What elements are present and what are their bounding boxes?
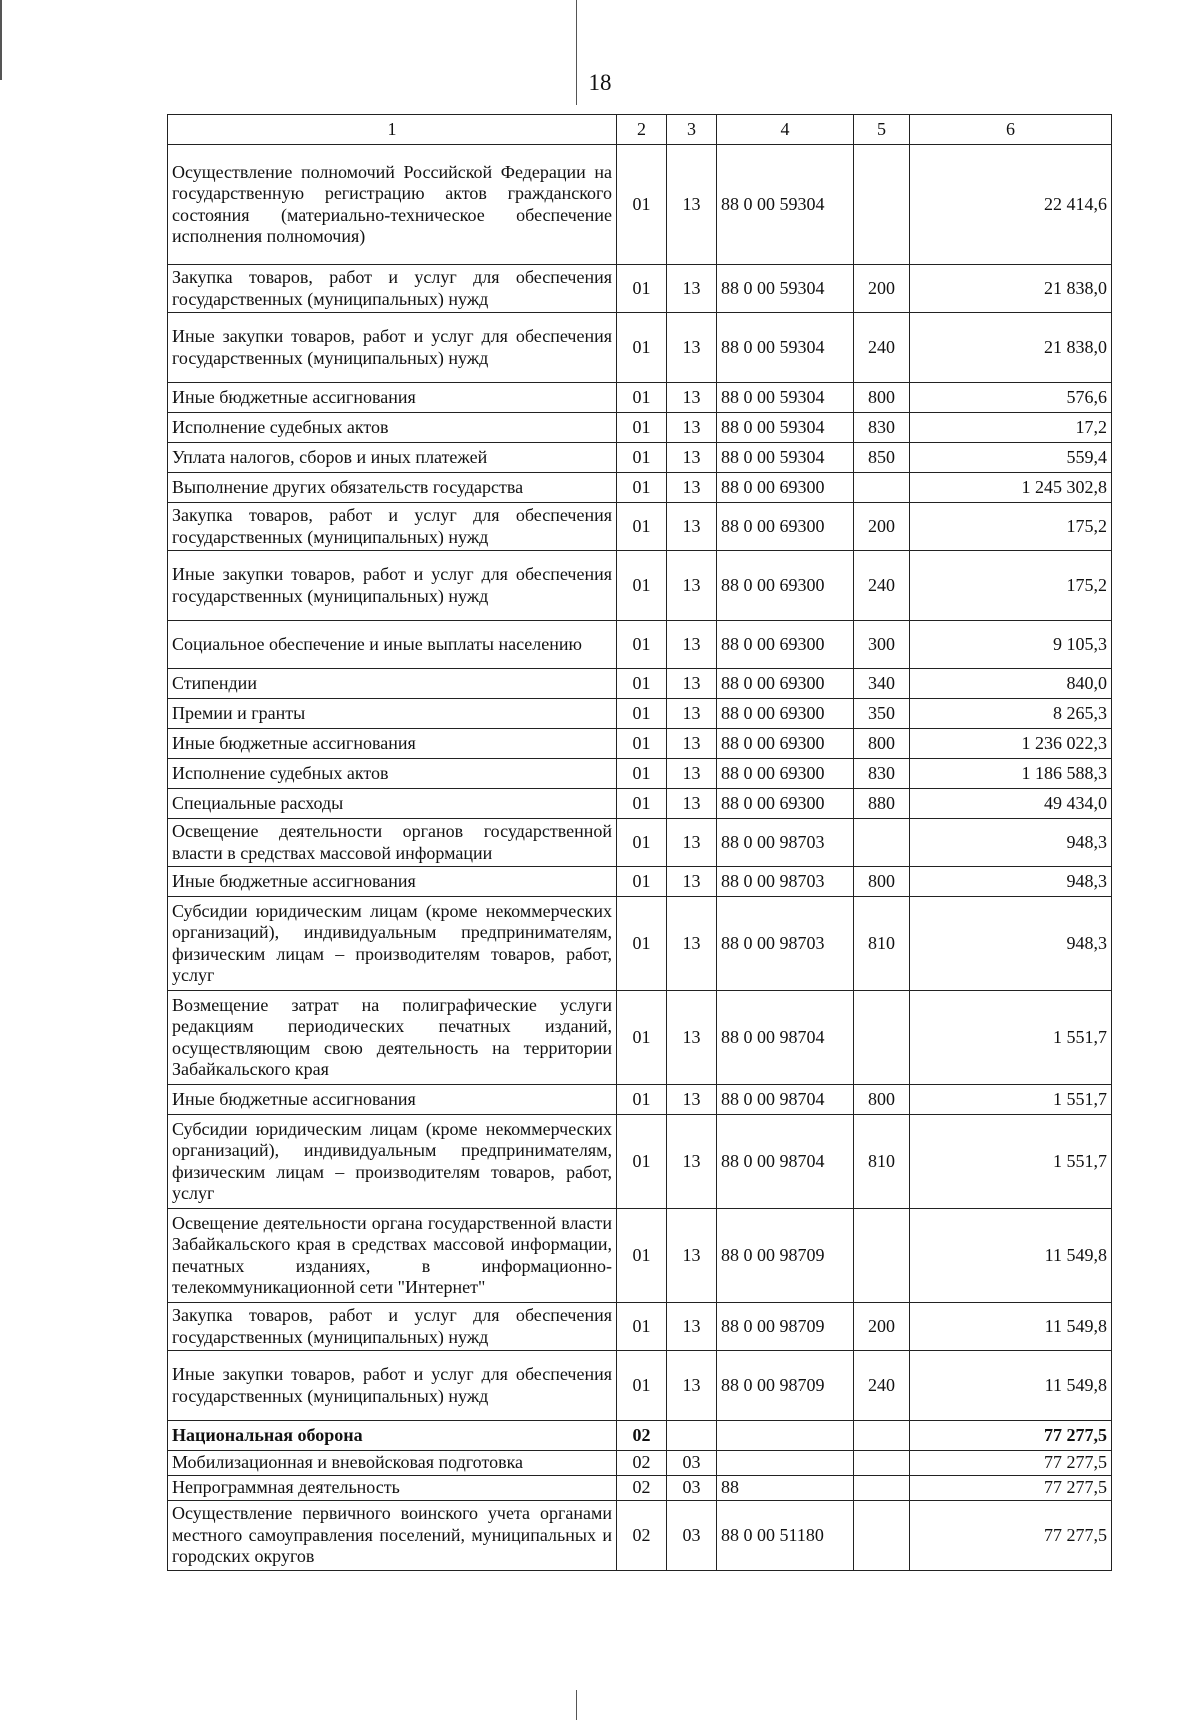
row-name-cell: Закупка товаров, работ и услуг для обеспечения государственных (муниципальных) нужд (168, 1303, 617, 1351)
row-amount-cell: 1 236 022,3 (910, 729, 1112, 759)
row-name-cell: Субсидии юридическим лицам (кроме некоммерческих организаций), индивидуальным предпринимателям, физическим лицам – производителям товаров, работ, услуг (168, 1115, 617, 1209)
table-row (168, 789, 1112, 819)
row-code-cell: 88 0 00 98704 (717, 1085, 854, 1115)
table-row (168, 503, 1112, 551)
table-row (168, 313, 1112, 383)
row-section-cell: 01 (617, 145, 667, 265)
row-amount-cell: 840,0 (910, 669, 1112, 699)
row-subsection-cell: 13 (667, 443, 717, 473)
row-section-cell: 01 (617, 897, 667, 991)
row-section-cell: 01 (617, 1115, 667, 1209)
row-amount-cell: 11 549,8 (910, 1303, 1112, 1351)
row-section-cell: 01 (617, 1303, 667, 1351)
row-name-cell: Уплата налогов, сборов и иных платежей (168, 443, 617, 473)
table-row (168, 1115, 1112, 1209)
row-section-cell: 02 (617, 1476, 667, 1501)
row-section-cell: 01 (617, 729, 667, 759)
row-subsection-cell: 13 (667, 729, 717, 759)
row-section-cell: 01 (617, 1351, 667, 1421)
row-subsection-cell: 03 (667, 1476, 717, 1501)
row-code-cell: 88 (717, 1476, 854, 1501)
row-name-cell: Премии и гранты (168, 699, 617, 729)
row-type-cell (854, 1476, 910, 1501)
table-header-row (168, 115, 1112, 145)
row-type-cell: 850 (854, 443, 910, 473)
row-section-cell: 02 (617, 1421, 667, 1451)
row-type-cell (854, 1209, 910, 1303)
row-name-cell: Социальное обеспечение и иные выплаты населению (168, 621, 617, 669)
row-section-cell: 01 (617, 867, 667, 897)
row-amount-cell: 77 277,5 (910, 1451, 1112, 1476)
row-name-cell: Специальные расходы (168, 789, 617, 819)
row-code-cell: 88 0 00 98709 (717, 1209, 854, 1303)
row-type-cell (854, 1451, 910, 1476)
table-row (168, 383, 1112, 413)
row-amount-cell: 1 245 302,8 (910, 473, 1112, 503)
row-amount-cell: 1 186 588,3 (910, 759, 1112, 789)
table-row (168, 867, 1112, 897)
column-header-5: 5 (854, 115, 910, 145)
row-amount-cell: 948,3 (910, 867, 1112, 897)
table-row (168, 897, 1112, 991)
row-type-cell (854, 991, 910, 1085)
row-code-cell: 88 0 00 98704 (717, 991, 854, 1085)
row-subsection-cell: 13 (667, 551, 717, 621)
column-header-1: 1 (168, 115, 617, 145)
row-subsection-cell: 13 (667, 621, 717, 669)
row-type-cell (854, 145, 910, 265)
table-row (168, 819, 1112, 867)
table-row (168, 1501, 1112, 1571)
row-name-cell: Закупка товаров, работ и услуг для обеспечения государственных (муниципальных) нужд (168, 265, 617, 313)
row-subsection-cell: 13 (667, 383, 717, 413)
table-row (168, 1303, 1112, 1351)
row-subsection-cell: 03 (667, 1501, 717, 1571)
row-name-cell: Мобилизационная и вневойсковая подготовка (168, 1451, 617, 1476)
row-type-cell: 810 (854, 897, 910, 991)
row-section-cell: 01 (617, 669, 667, 699)
row-subsection-cell: 03 (667, 1451, 717, 1476)
row-code-cell: 88 0 00 69300 (717, 621, 854, 669)
row-name-cell: Непрограммная деятельность (168, 1476, 617, 1501)
row-subsection-cell: 13 (667, 313, 717, 383)
row-amount-cell: 77 277,5 (910, 1476, 1112, 1501)
row-amount-cell: 21 838,0 (910, 313, 1112, 383)
row-section-cell: 01 (617, 819, 667, 867)
row-subsection-cell: 13 (667, 991, 717, 1085)
row-section-cell: 01 (617, 503, 667, 551)
row-amount-cell: 175,2 (910, 551, 1112, 621)
column-header-4: 4 (717, 115, 854, 145)
row-type-cell: 800 (854, 867, 910, 897)
row-section-cell: 01 (617, 789, 667, 819)
row-code-cell: 88 0 00 59304 (717, 383, 854, 413)
row-code-cell: 88 0 00 69300 (717, 551, 854, 621)
row-type-cell: 880 (854, 789, 910, 819)
row-type-cell: 240 (854, 1351, 910, 1421)
row-code-cell: 88 0 00 69300 (717, 729, 854, 759)
row-name-cell: Иные закупки товаров, работ и услуг для обеспечения государственных (муниципальных) нужд (168, 1351, 617, 1421)
row-code-cell: 88 0 00 59304 (717, 313, 854, 383)
table-row (168, 551, 1112, 621)
row-section-cell: 01 (617, 1209, 667, 1303)
row-code-cell: 88 0 00 69300 (717, 473, 854, 503)
row-name-cell: Иные бюджетные ассигнования (168, 729, 617, 759)
row-type-cell (854, 473, 910, 503)
scan-edge-line (0, 0, 2, 80)
row-name-cell: Иные закупки товаров, работ и услуг для обеспечения государственных (муниципальных) нужд (168, 551, 617, 621)
row-type-cell: 800 (854, 729, 910, 759)
row-code-cell: 88 0 00 98703 (717, 897, 854, 991)
row-subsection-cell (667, 1421, 717, 1451)
row-amount-cell: 175,2 (910, 503, 1112, 551)
row-amount-cell: 1 551,7 (910, 1085, 1112, 1115)
row-code-cell: 88 0 00 98704 (717, 1115, 854, 1209)
row-name-cell: Исполнение судебных актов (168, 759, 617, 789)
row-name-cell: Осуществление полномочий Российской Федерации на государственную регистрацию актов гражданского состояния (материально-техническое обеспечение исполнения полномочия) (168, 145, 617, 265)
row-type-cell (854, 1421, 910, 1451)
table-row (168, 1209, 1112, 1303)
row-amount-cell: 576,6 (910, 383, 1112, 413)
row-type-cell: 300 (854, 621, 910, 669)
row-amount-cell: 11 549,8 (910, 1351, 1112, 1421)
row-type-cell: 340 (854, 669, 910, 699)
row-name-cell: Осуществление первичного воинского учета органами местного самоуправления поселений, муниципальных и городских округов (168, 1501, 617, 1571)
row-section-cell: 01 (617, 443, 667, 473)
row-type-cell: 830 (854, 759, 910, 789)
row-subsection-cell: 13 (667, 867, 717, 897)
row-code-cell (717, 1451, 854, 1476)
row-subsection-cell: 13 (667, 789, 717, 819)
row-type-cell: 830 (854, 413, 910, 443)
row-code-cell: 88 0 00 98709 (717, 1303, 854, 1351)
row-subsection-cell: 13 (667, 897, 717, 991)
row-amount-cell: 49 434,0 (910, 789, 1112, 819)
row-amount-cell: 77 277,5 (910, 1421, 1112, 1451)
row-subsection-cell: 13 (667, 1115, 717, 1209)
row-code-cell: 88 0 00 59304 (717, 265, 854, 313)
table-row (168, 1085, 1112, 1115)
row-name-cell: Иные бюджетные ассигнования (168, 1085, 617, 1115)
row-subsection-cell: 13 (667, 819, 717, 867)
row-subsection-cell: 13 (667, 669, 717, 699)
table-row (168, 443, 1112, 473)
table-row (168, 991, 1112, 1085)
row-amount-cell: 77 277,5 (910, 1501, 1112, 1571)
row-code-cell: 88 0 00 69300 (717, 759, 854, 789)
table-row (168, 621, 1112, 669)
row-amount-cell: 17,2 (910, 413, 1112, 443)
row-subsection-cell: 13 (667, 1085, 717, 1115)
row-name-cell: Освещение деятельности органов государственной власти в средствах массовой информации (168, 819, 617, 867)
row-type-cell: 810 (854, 1115, 910, 1209)
row-type-cell (854, 819, 910, 867)
table-row (168, 1351, 1112, 1421)
row-type-cell: 800 (854, 1085, 910, 1115)
table-body (168, 115, 1112, 1571)
row-section-cell: 01 (617, 699, 667, 729)
row-code-cell: 88 0 00 69300 (717, 503, 854, 551)
row-subsection-cell: 13 (667, 265, 717, 313)
row-subsection-cell: 13 (667, 1303, 717, 1351)
row-code-cell: 88 0 00 59304 (717, 413, 854, 443)
row-section-cell: 01 (617, 473, 667, 503)
table-row (168, 1451, 1112, 1476)
row-subsection-cell: 13 (667, 413, 717, 443)
row-amount-cell: 559,4 (910, 443, 1112, 473)
row-section-cell: 01 (617, 1085, 667, 1115)
table-row (168, 473, 1112, 503)
table-row (168, 759, 1112, 789)
column-header-6: 6 (910, 115, 1112, 145)
row-code-cell: 88 0 00 59304 (717, 145, 854, 265)
row-type-cell: 240 (854, 551, 910, 621)
row-code-cell: 88 0 00 98703 (717, 867, 854, 897)
row-name-cell: Национальная оборона (168, 1421, 617, 1451)
row-type-cell: 800 (854, 383, 910, 413)
row-type-cell: 200 (854, 1303, 910, 1351)
row-amount-cell: 948,3 (910, 819, 1112, 867)
row-subsection-cell: 13 (667, 503, 717, 551)
row-code-cell (717, 1421, 854, 1451)
row-type-cell (854, 1501, 910, 1571)
row-code-cell: 88 0 00 98703 (717, 819, 854, 867)
row-code-cell: 88 0 00 69300 (717, 669, 854, 699)
row-name-cell: Стипендии (168, 669, 617, 699)
table-row (168, 1421, 1112, 1451)
row-section-cell: 02 (617, 1501, 667, 1571)
row-section-cell: 01 (617, 551, 667, 621)
table-row (168, 145, 1112, 265)
table-row (168, 413, 1112, 443)
row-type-cell: 200 (854, 265, 910, 313)
row-type-cell: 350 (854, 699, 910, 729)
row-subsection-cell: 13 (667, 1351, 717, 1421)
column-header-2: 2 (617, 115, 667, 145)
row-amount-cell: 1 551,7 (910, 1115, 1112, 1209)
table-row (168, 669, 1112, 699)
row-amount-cell: 9 105,3 (910, 621, 1112, 669)
page-number: 18 (588, 70, 612, 95)
row-name-cell: Исполнение судебных актов (168, 413, 617, 443)
budget-table (167, 114, 1112, 1571)
row-code-cell: 88 0 00 69300 (717, 699, 854, 729)
row-amount-cell: 1 551,7 (910, 991, 1112, 1085)
row-name-cell: Субсидии юридическим лицам (кроме некоммерческих организаций), индивидуальным предпринимателям, физическим лицам – производителям товаров, работ, услуг (168, 897, 617, 991)
row-amount-cell: 11 549,8 (910, 1209, 1112, 1303)
row-name-cell: Выполнение других обязательств государства (168, 473, 617, 503)
row-code-cell: 88 0 00 51180 (717, 1501, 854, 1571)
row-section-cell: 01 (617, 265, 667, 313)
row-amount-cell: 8 265,3 (910, 699, 1112, 729)
row-code-cell: 88 0 00 59304 (717, 443, 854, 473)
row-name-cell: Иные закупки товаров, работ и услуг для обеспечения государственных (муниципальных) нужд (168, 313, 617, 383)
row-section-cell: 01 (617, 621, 667, 669)
row-section-cell: 01 (617, 313, 667, 383)
table-row (168, 729, 1112, 759)
table-row (168, 265, 1112, 313)
row-section-cell: 01 (617, 759, 667, 789)
row-name-cell: Освещение деятельности органа государственной власти Забайкальского края в средствах массовой информации, печатных изданиях, в информационно-телекоммуникационной сети "Интернет" (168, 1209, 617, 1303)
row-name-cell: Иные бюджетные ассигнования (168, 383, 617, 413)
bottom-fold-line (576, 1690, 577, 1720)
row-amount-cell: 948,3 (910, 897, 1112, 991)
row-section-cell: 01 (617, 991, 667, 1085)
row-code-cell: 88 0 00 69300 (717, 789, 854, 819)
row-subsection-cell: 13 (667, 1209, 717, 1303)
row-type-cell: 200 (854, 503, 910, 551)
row-subsection-cell: 13 (667, 145, 717, 265)
row-code-cell: 88 0 00 98709 (717, 1351, 854, 1421)
row-section-cell: 02 (617, 1451, 667, 1476)
row-name-cell: Закупка товаров, работ и услуг для обеспечения государственных (муниципальных) нужд (168, 503, 617, 551)
row-name-cell: Иные бюджетные ассигнования (168, 867, 617, 897)
table-row (168, 1476, 1112, 1501)
row-type-cell: 240 (854, 313, 910, 383)
table-row (168, 699, 1112, 729)
row-subsection-cell: 13 (667, 473, 717, 503)
row-amount-cell: 22 414,6 (910, 145, 1112, 265)
row-section-cell: 01 (617, 413, 667, 443)
column-header-3: 3 (667, 115, 717, 145)
row-amount-cell: 21 838,0 (910, 265, 1112, 313)
row-section-cell: 01 (617, 383, 667, 413)
row-subsection-cell: 13 (667, 759, 717, 789)
row-subsection-cell: 13 (667, 699, 717, 729)
row-name-cell: Возмещение затрат на полиграфические услуги редакциям периодических печатных изданий, осуществляющим свою деятельность на территории Забайкальского края (168, 991, 617, 1085)
